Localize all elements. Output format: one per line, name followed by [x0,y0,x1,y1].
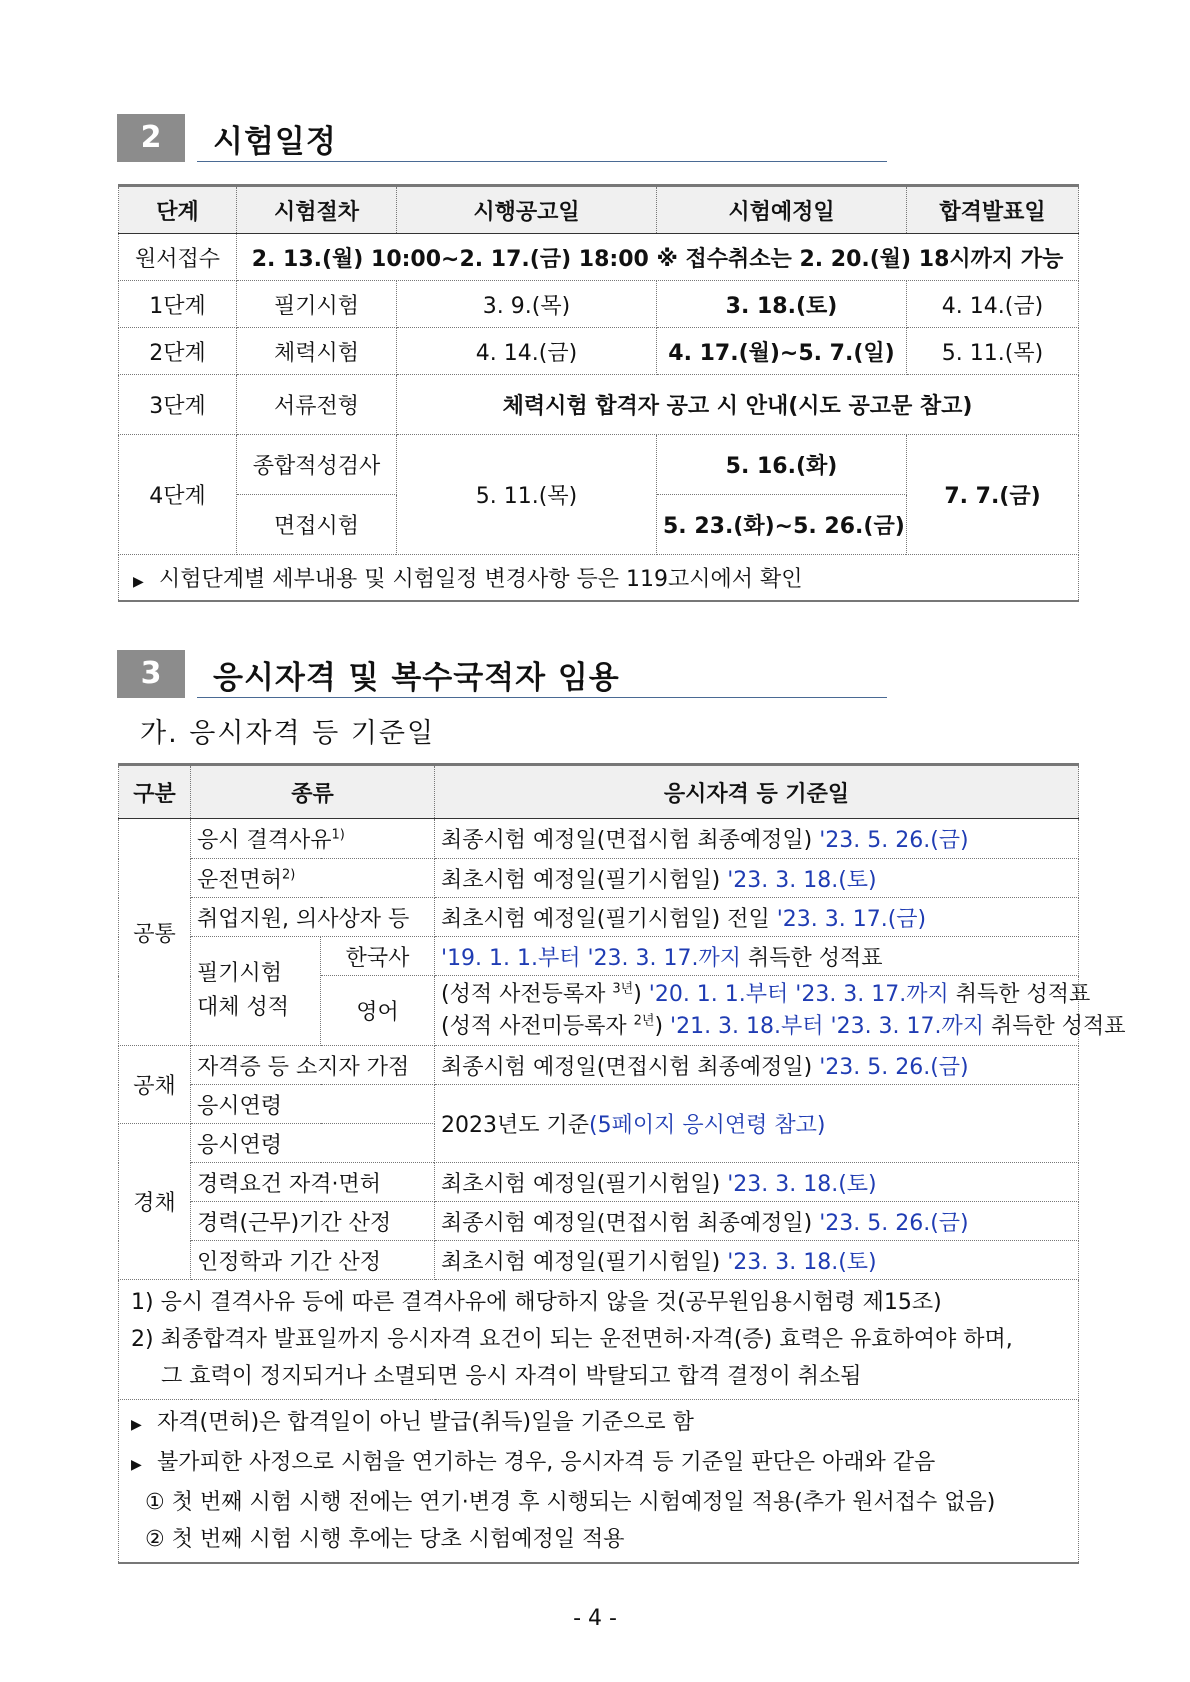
base-date-cell: 최종시험 예정일(면접시험 최종예정일) '23. 5. 26.(금) [435,819,1079,859]
table-row [119,1280,1079,1400]
base-date-cell: 최종시험 예정일(면접시험 최종예정일) '23. 5. 26.(금) [435,1046,1079,1085]
type-cell: 응시연령 [191,1085,435,1124]
base-date-cell: 최초시험 예정일(필기시험일) '23. 3. 18.(토) [435,1163,1079,1202]
subsection-title: 가. 응시자격 등 기준일 [140,718,436,749]
table-row [119,937,1079,976]
type-cell: 자격증 등 소지자 가점 [191,1046,435,1085]
table-row [119,328,1079,375]
stage-cell: 2단계 [119,328,237,375]
group-cell: 공통 [119,819,191,1046]
schedule-footnote: ▶ 시험단계별 세부내용 및 시험일정 변경사항 등은 119고시에서 확인 [119,555,1079,601]
base-date-cell: '19. 1. 1.부터 '23. 3. 17.까지 취득한 성적표 [435,937,1079,976]
remarks [119,1400,1079,1564]
triangle-bullet-icon: ▶ [133,573,144,590]
subtype-cell: 한국사 [321,937,435,976]
base-date-cell: 2023년도 기준(5페이지 응시연령 참고) [435,1085,1079,1163]
type-cell: 응시 결격사유$^{1)}$ [191,819,435,859]
header-procedure: 시험절차 [237,186,397,234]
notice-date-cell: 4. 14.(금) [397,328,657,375]
remark-item: ▶ 불가피한 사정으로 시험을 연기하는 경우, 응시자격 등 기준일 판단은 아래와 같음 [131,1444,1066,1484]
notice-date-cell: 3. 9.(목) [397,281,657,328]
table-row [119,1202,1079,1241]
procedure-cell: 서류전형 [237,375,397,435]
stage-cell: 1단계 [119,281,237,328]
exam-date-cell: 3. 18.(토) [657,281,907,328]
triangle-bullet-icon: ▶ [131,1457,142,1473]
table-row [119,234,1079,281]
application-period: 2. 13.(월) 10:00∼2. 17.(금) 18:00 ※ 접수취소는 2. 20.(월) 18시까지 가능 [237,234,1079,281]
header-category: 구분 [119,765,191,819]
table-row [119,555,1079,601]
base-date-cell: 최초시험 예정일(필기시험일) '23. 3. 18.(토) [435,859,1079,898]
header-base-date: 응시자격 등 기준일 [435,765,1079,819]
page-number: - 4 - [573,1606,617,1631]
type-cell: 응시연령 [191,1124,435,1163]
type-cell: 경력(근무)기간 산정 [191,1202,435,1241]
procedure-cell: 필기시험 [237,281,397,328]
type-cell: 필기시험 대체 성적 [191,937,321,1046]
document-review-note: 체력시험 합격자 공고 시 안내(시도 공고문 참고) [397,375,1079,435]
type-cell: 취업지원, 의사상자 등 [191,898,435,937]
table-row [119,1400,1079,1564]
header-stage: 단계 [119,186,237,234]
footnote-1: 1) 응시 결격사유 등에 따른 결격사유에 해당하지 않을 것(공무원임용시험령 제15조) [131,1290,942,1315]
remark-subitem: ① 첫 번째 시험 시행 전에는 연기·변경 후 시행되는 시험예정일 적용(추가 원서접수 없음) [145,1490,996,1515]
stage-cell: 3단계 [119,375,237,435]
table-row [119,281,1079,328]
triangle-bullet-icon: ▶ [131,1417,142,1433]
footnote-2: 2) 최종합격자 발표일까지 응시자격 요건이 되는 운전면허·자격(증) 효력은 유효하여야 하며, [131,1327,1013,1352]
result-date-cell: 5. 11.(목) [907,328,1079,375]
group-cell: 경채 [119,1124,191,1280]
group-cell: 공채 [119,1046,191,1124]
table-row [119,435,1079,495]
notice-date-cell: 5. 11.(목) [397,435,657,555]
table-row [119,898,1079,937]
section-number: 3 [117,650,185,698]
section-3-heading [117,650,887,698]
header-exam-date: 시험예정일 [657,186,907,234]
type-cell: 운전면허$^{2)}$ [191,859,435,898]
base-date-cell: 최초시험 예정일(필기시험일) 전일 '23. 3. 17.(금) [435,898,1079,937]
table-row [119,1085,1079,1124]
section-title: 시험일정 [213,124,337,160]
base-date-cell: (성적 사전등록자 $^{3년}$) '20. 1. 1.부터 '23. 3. 17.까지 취득한 성적표 (성적 사전미등록자 $^{2년}$) '21. 3. 18.부터 '23. 3. 17.까지 취득한 성적표 [435,976,1079,1046]
header-result-date: 합격발표일 [907,186,1079,234]
procedure-cell: 체력시험 [237,328,397,375]
type-cell: 인정학과 기간 산정 [191,1241,435,1280]
table-row [119,1241,1079,1280]
table-row [119,819,1079,859]
footnote-2-continued: 그 효력이 정지되거나 소멸되면 응시 자격이 박탈되고 합격 결정이 취소됨 [161,1364,862,1389]
base-date-cell: 최초시험 예정일(필기시험일) '23. 3. 18.(토) [435,1241,1079,1280]
table-row [119,859,1079,898]
table-row [119,1163,1079,1202]
section-underline [197,697,887,698]
section-title: 응시자격 및 복수국적자 임용 [213,660,620,696]
exam-date-cell: 5. 16.(화) [657,435,907,495]
footnotes [119,1280,1079,1400]
subtype-cell: 영어 [321,976,435,1046]
stage-cell: 원서접수 [119,234,237,281]
stage-cell: 4단계 [119,435,237,555]
section-number: 2 [117,114,185,162]
section-2-heading [117,114,887,162]
schedule-table [118,184,1079,602]
base-date-cell: 최종시험 예정일(면접시험 최종예정일) '23. 5. 26.(금) [435,1202,1079,1241]
type-cell: 경력요건 자격·면허 [191,1163,435,1202]
section-underline [197,161,887,162]
eligibility-table [118,763,1126,1564]
result-date-cell: 7. 7.(금) [907,435,1079,555]
exam-date-cell: 5. 23.(화)∼5. 26.(금) [657,495,907,555]
header-notice-date: 시행공고일 [397,186,657,234]
procedure-cell: 면접시험 [237,495,397,555]
table-row [119,375,1079,435]
remark-subitem: ② 첫 번째 시험 시행 후에는 당초 시험예정일 적용 [145,1527,625,1552]
remark-item: ▶ 자격(면허)은 합격일이 아닌 발급(취득)일을 기준으로 함 [131,1404,1066,1444]
exam-date-cell: 4. 17.(월)∼5. 7.(일) [657,328,907,375]
result-date-cell: 4. 14.(금) [907,281,1079,328]
procedure-cell: 종합적성검사 [237,435,397,495]
header-type: 종류 [191,765,435,819]
table-row [119,1046,1079,1085]
